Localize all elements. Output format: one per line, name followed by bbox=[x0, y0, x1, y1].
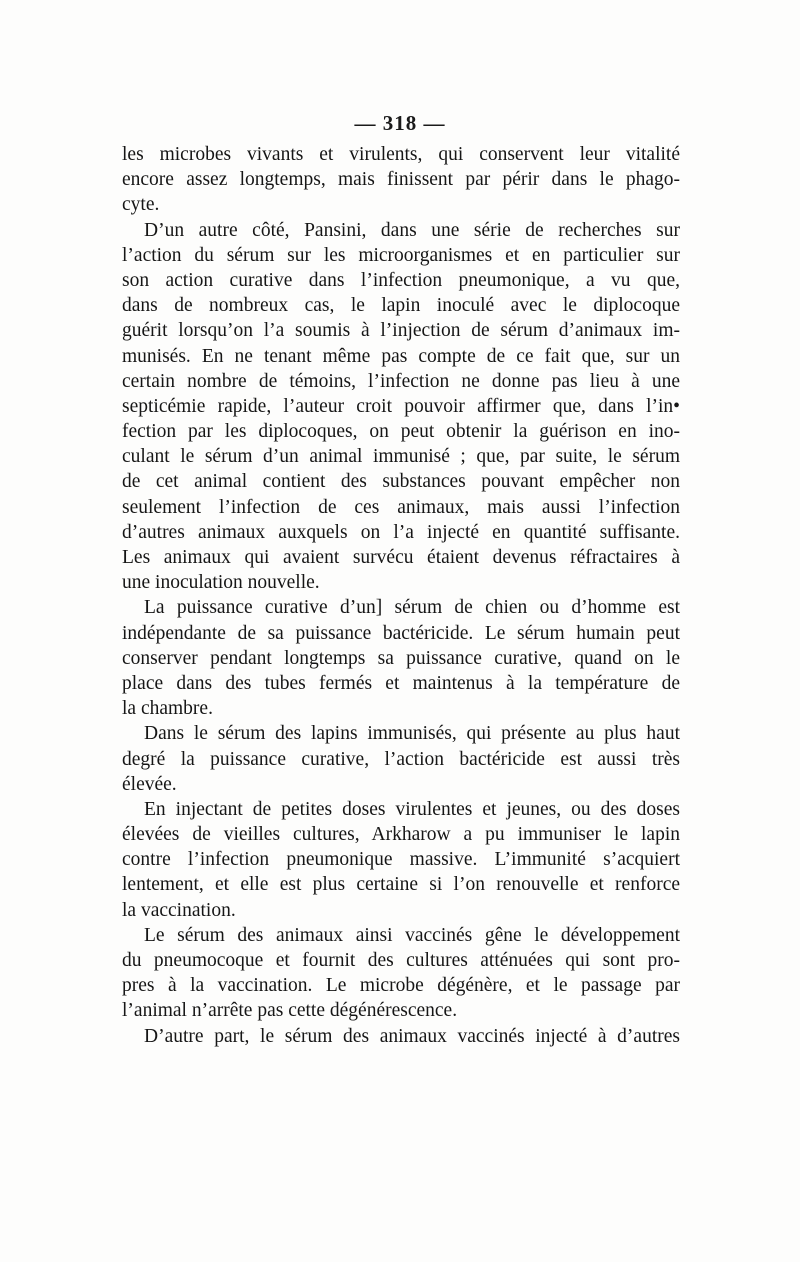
text-line: les microbes vivants et virulents, qui conservent leur vitalité bbox=[122, 144, 680, 165]
text-line: Les animaux qui avaient survécu étaient devenus réfractaires à bbox=[122, 547, 680, 568]
text-line: D’autre part, le sérum des animaux vaccinés injecté à d’autres bbox=[144, 1025, 680, 1047]
text-line: contre l’infection pneumonique massive. L’immunité s’acquiert bbox=[122, 849, 680, 871]
text-line: son action curative dans l’infection pneumonique, a vu que, bbox=[122, 269, 680, 291]
text-line: d’autres animaux auxquels on l’a injecté en quantité suffisante. bbox=[122, 521, 680, 543]
text-line: munisés. En ne tenant même pas compte de ce fait que, sur un bbox=[122, 345, 680, 367]
text-line: la vaccination. bbox=[122, 899, 236, 921]
text-line: du pneumocoque et fournit des cultures atténuées qui sont pro- bbox=[122, 950, 680, 971]
text-line: fection par les diplocoques, on peut obtenir la guérison en ino- bbox=[122, 421, 680, 443]
text-line: culant le sérum d’un animal immunisé ; que, par suite, le sérum bbox=[122, 446, 680, 468]
page-number: — 318 — bbox=[354, 111, 446, 135]
text-line: de cet animal contient des substances pouvant empêcher non bbox=[122, 471, 680, 493]
text-line: élevées de vieilles cultures, Arkharow a pu immuniser le lapin bbox=[122, 824, 680, 846]
text-line: seulement l’infection de ces animaux, mais aussi l’infection bbox=[122, 496, 680, 518]
body-text bbox=[122, 142, 680, 1049]
text-line: certain nombre de témoins, l’infection ne donne pas lieu à une bbox=[122, 370, 680, 392]
text-line: indépendante de sa puissance bactéricide. Le sérum humain peut bbox=[122, 622, 680, 644]
text-line: cyte. bbox=[122, 194, 160, 216]
text-line: septicémie rapide, l’auteur croit pouvoir affirmer que, dans l’in• bbox=[122, 395, 680, 417]
text-line: une inoculation nouvelle. bbox=[122, 572, 320, 594]
text-line: place dans des tubes fermés et maintenus à la température de bbox=[122, 672, 680, 694]
text-line: l’action du sérum sur les microorganismes et en particulier sur bbox=[122, 244, 680, 266]
text-line: l’animal n’arrête pas cette dégénérescence. bbox=[122, 1000, 458, 1022]
text-line: lentement, et elle est plus certaine si l’on renouvelle et renforce bbox=[122, 874, 680, 896]
text-line: encore assez longtemps, mais finissent par périr dans le phago- bbox=[122, 169, 680, 191]
text-line: conserver pendant longtemps sa puissance curative, quand on le bbox=[122, 647, 680, 669]
text-line: En injectant de petites doses virulentes et jeunes, ou des doses bbox=[144, 798, 680, 820]
text-line: degré la puissance curative, l’action bactéricide est aussi très bbox=[122, 748, 680, 770]
text-line: Dans le sérum des lapins immunisés, qui présente au plus haut bbox=[144, 723, 680, 745]
text-line: La puissance curative d’un] sérum de chien ou d’homme est bbox=[144, 597, 680, 619]
text-line: D’un autre côté, Pansini, dans une série de recherches sur bbox=[144, 219, 680, 241]
text-line: guérit lorsqu’on l’a soumis à l’injection de sérum d’animaux im- bbox=[122, 320, 680, 342]
text-line: Le sérum des animaux ainsi vaccinés gêne le développement bbox=[144, 924, 680, 946]
text-line: pres à la vaccination. Le microbe dégénère, et le passage par bbox=[122, 975, 680, 997]
text-line: élevée. bbox=[122, 773, 177, 795]
text-line: dans de nombreux cas, le lapin inoculé avec le diplocoque bbox=[122, 295, 680, 317]
text-line: la chambre. bbox=[122, 698, 213, 720]
